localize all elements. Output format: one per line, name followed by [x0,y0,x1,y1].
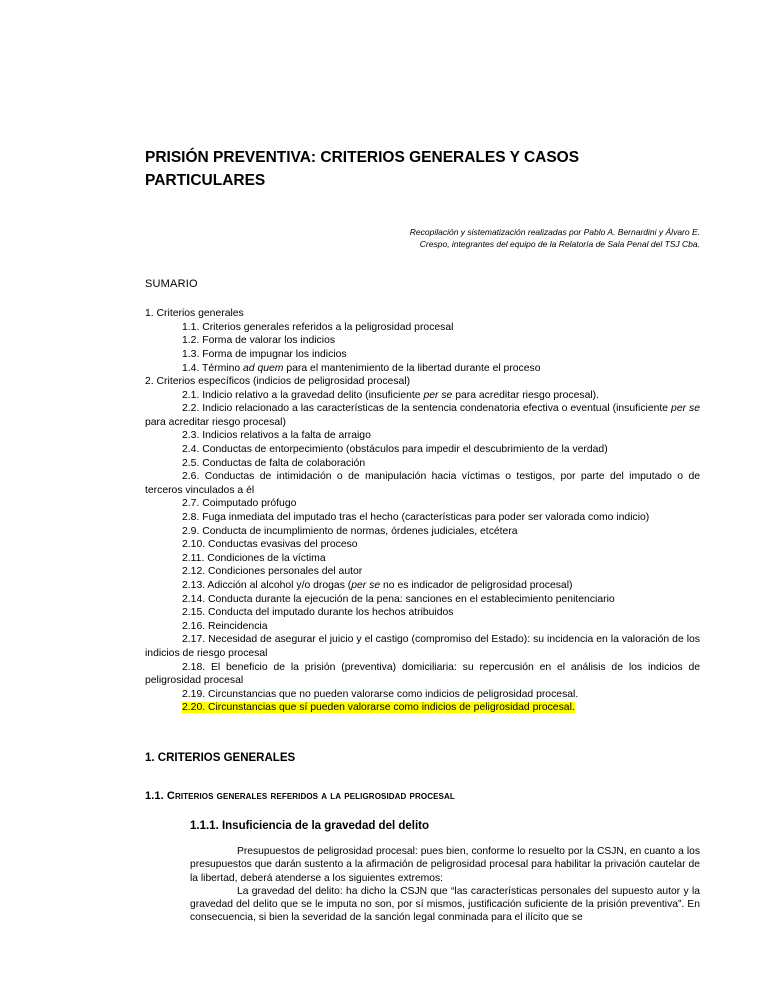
toc-item-text: 1.1. Criterios generales referidos a la peligrosidad procesal [182,321,454,333]
toc-item [145,321,700,335]
attribution-line-2: Crespo, integrantes del equipo de la Relatoría de Sala Penal del TSJ Cba. [419,238,700,249]
toc-item-text: 2.18. El beneficio de la prisión (preventiva) domiciliaria: su repercusión en el análisis de los indicios de peligrosidad procesal [145,661,700,687]
toc-item-text: 2.9. Conducta de incumplimiento de normas, órdenes judiciales, etcétera [182,525,518,537]
toc-item-text: 2. Criterios específicos (indicios de peligrosidad procesal) [145,376,411,388]
attribution-line-1: Recopilación y sistematización realizadas por Pablo A. Bernardini y Álvaro E. [409,226,700,237]
toc-item-text: 2.16. Reincidencia [182,620,268,632]
document-title: PRISIÓN PREVENTIVA: CRITERIOS GENERALES Y CASOS PARTICULARES [145,149,580,190]
toc-item-text: 1.3. Forma de impugnar los indicios [182,348,347,360]
toc-item [145,389,700,403]
toc-item [145,538,700,552]
toc-item-text: 2.5. Conductas de falta de colaboración [182,457,366,469]
toc-item [145,348,700,362]
toc-item-text: 2.8. Fuga inmediata del imputado tras el hecho (características para poder ser valorada como indicio) [182,512,650,524]
toc-item-text: 2.17. Necesidad de asegurar el juicio y el castigo (compromiso del Estado): su incidencia en la valoración de los indicios de riesgo procesal [145,634,700,659]
toc-item [145,688,700,702]
toc-item [145,443,700,457]
toc-item-text: 2.7. Coimputado prófugo [182,498,297,510]
sumario-heading: SUMARIO [145,278,198,291]
toc-item-text: 1.4. Término ad quem para el mantenimiento de la libertad durante el proceso [182,362,541,374]
toc-item [145,525,700,539]
toc-item [145,511,700,525]
toc-item [145,470,700,497]
toc-item-text: 2.4. Conductas de entorpecimiento (obstáculos para impedir el descubrimiento de la verdad) [182,444,608,456]
body-text [190,845,700,925]
body-paragraph-1: Presupuestos de peligrosidad procesal: pues bien, conforme lo resuelto por la CSJN, en cuanto a los presupuestos que darán sustento a la afirmación de peligrosidad procesal para habilitar la privación cautelar de la libertad, deberá atenderse a los siguientes extremos: [190,845,700,884]
toc-item [145,429,700,443]
toc-item [145,362,700,376]
subsection-heading-peligrosidad-procesal: 1.1. Criterios generales referidos a la peligrosidad procesal [145,789,455,802]
toc-item [145,307,700,321]
section-heading-criterios-generales: 1. CRITERIOS GENERALES [145,751,296,764]
toc-item-text: 2.12. Condiciones personales del autor [182,566,363,578]
toc-item [145,334,700,348]
toc [145,307,700,715]
subsubsection-heading-insuficiencia-gravedad: 1.1.1. Insuficiencia de la gravedad del delito [190,819,430,832]
toc-item-text: 2.2. Indicio relacionado a las características de la sentencia condenatoria efectiva o eventual (insuficiente per se para acreditar riesgo procesal) [145,403,700,428]
toc-item [145,620,700,634]
toc-item [145,552,700,566]
toc-item [145,565,700,579]
toc-item-text: 2.11. Condiciones de la víctima [182,552,326,564]
toc-item-text: 2.1. Indicio relativo a la gravedad delito (insuficiente per se para acreditar riesgo procesal). [182,389,600,401]
toc-item-text: 2.10. Conductas evasivas del proceso [182,539,358,551]
toc-item [145,701,700,715]
toc-item [145,579,700,593]
toc-item [145,402,700,429]
toc-item [145,497,700,511]
toc-item [145,661,700,688]
toc-item [145,593,700,607]
toc-item [145,375,700,389]
toc-item [145,633,700,660]
body-paragraph-2: La gravedad del delito: ha dicho la CSJN que “las características personales del supuesto autor y la gravedad del delito que se le imputa no son, por sí mismos, justificación suficiente de la prisión preventiva”. En consecuencia, si bien la severidad de la sanción legal conminada para el ilícito que se [190,885,700,924]
toc-item-text: 2.19. Circunstancias que no pueden valorarse como indicios de peligrosidad procesal. [182,688,579,700]
toc-item-text: 2.6. Conductas de intimidación o de manipulación hacia víctimas o testigos, por parte del imputado o de terceros vinculados a él [145,471,700,496]
toc-item-text: 2.14. Conducta durante la ejecución de la pena: sanciones en el establecimiento penitenciario [182,593,615,605]
toc-item-text: 1. Criterios generales [145,308,244,320]
toc-item-text: 1.2. Forma de valorar los indicios [182,335,336,347]
toc-item [145,606,700,620]
toc-item-text: 2.3. Indicios relativos a la falta de arraigo [182,430,371,442]
toc-item [145,457,700,471]
attribution [145,226,700,251]
toc-item-highlighted-text: 2.20. Circunstancias que sí pueden valorarse como indicios de peligrosidad procesal. [182,702,575,714]
toc-item-text: 2.15. Conducta del imputado durante los hechos atribuidos [182,607,454,619]
toc-item-text: 2.13. Adicción al alcohol y/o drogas (per se no es indicador de peligrosidad procesal) [182,580,573,591]
